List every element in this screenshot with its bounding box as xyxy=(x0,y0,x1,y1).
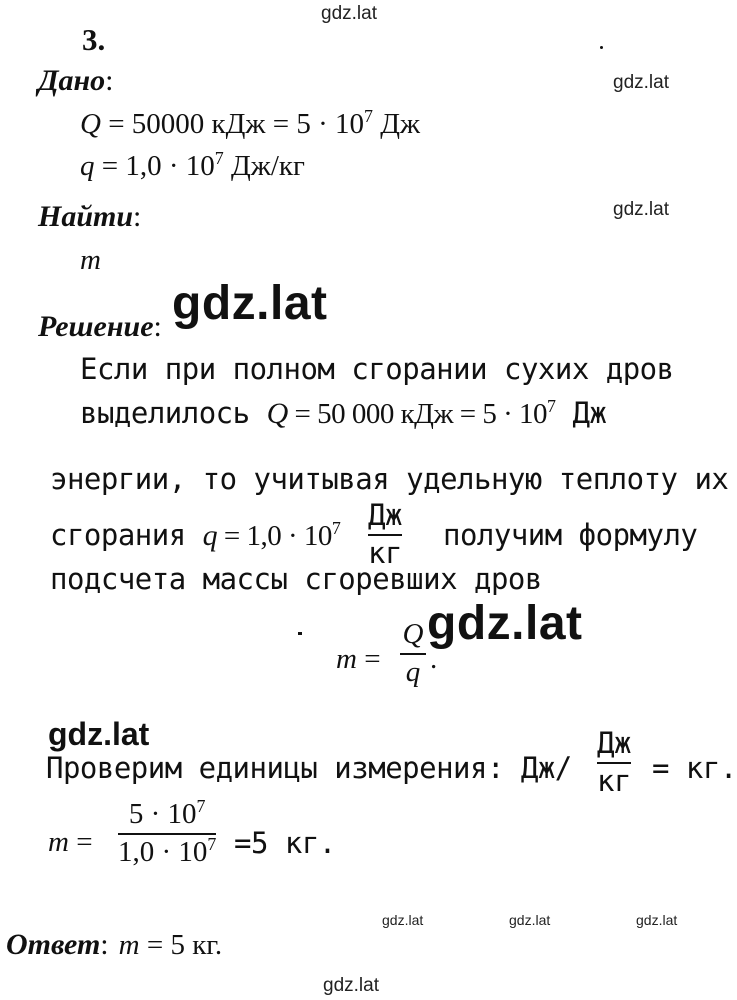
watermark-big-1: gdz.lat xyxy=(172,277,328,330)
calc-numerator: $5 \cdot 10^7$ xyxy=(128,795,206,830)
solution-line-4: сгорания $q = 1,0 \cdot 10^7$ xyxy=(50,517,341,552)
formula-fraction xyxy=(400,619,426,689)
solution-line-4-end: получим формулу xyxy=(443,518,698,552)
watermark-right-2: gdz.lat xyxy=(613,199,669,220)
watermark-mid: gdz.lat xyxy=(48,716,150,752)
answer-line: Ответ: m = 5 кг. xyxy=(6,928,223,961)
solution-line-2: выделилось Q = 50 000 кДж = $5 \cdot 10^7$ Дж xyxy=(80,395,607,430)
formula-denominator: q xyxy=(405,655,421,688)
answer-variable: m xyxy=(118,929,140,961)
calc-denominator: $1,0 \cdot 10^7$ xyxy=(118,833,217,868)
answer-heading: Ответ xyxy=(6,928,101,961)
fraction-bar xyxy=(400,653,426,655)
watermark-right-1: gdz.lat xyxy=(613,72,669,93)
watermark-bottom-3: gdz.lat xyxy=(636,912,678,928)
answer-value: = 5 кг. xyxy=(139,929,223,961)
units-check-text: Проверим единицы измерения: Дж/ xyxy=(46,751,572,785)
speck-mark xyxy=(600,46,603,49)
formula-numerator: Q xyxy=(402,618,424,650)
solution-line-1: Если при полном сгорании сухих дров xyxy=(80,352,674,386)
solution-line-5: подсчета массы сгоревших дров xyxy=(50,562,542,596)
calc-lhs: m = xyxy=(48,826,93,858)
calc-result: =5 кг. xyxy=(234,826,336,860)
problem-number: 3. xyxy=(82,22,106,57)
fraction-bar xyxy=(118,833,216,835)
fraction-denominator: кг xyxy=(368,535,402,570)
speck-mark xyxy=(298,632,302,635)
unit-fraction-j-per-kg xyxy=(368,500,402,570)
units-check-result: = кг. xyxy=(652,751,737,785)
formula-dot: . xyxy=(430,643,438,675)
units-check-fraction xyxy=(597,728,631,798)
given-line-2: $q = 1,0 \cdot 10^7$ Дж/кг xyxy=(80,147,305,182)
watermark-bottom-2: gdz.lat xyxy=(509,912,551,928)
calc-fraction xyxy=(118,795,217,869)
solution-heading: Решение: xyxy=(38,310,162,343)
watermark-top: gdz.lat xyxy=(321,3,377,24)
watermark-bottom-1: gdz.lat xyxy=(382,912,424,928)
given-heading: Дано: xyxy=(38,64,114,97)
formula-lhs: m = xyxy=(336,643,381,675)
solution-line-3: энергии, то учитывая удельную теплоту их xyxy=(50,462,729,496)
fraction-numerator: Дж xyxy=(368,498,402,532)
watermark-big-2: gdz.lat xyxy=(427,597,583,650)
find-heading: Найти: xyxy=(38,200,142,233)
find-variable: m xyxy=(80,244,101,276)
fraction-numerator: Дж xyxy=(597,726,631,760)
watermark-footer: gdz.lat xyxy=(323,975,379,996)
given-line-1: Q = 50000 кДж = $5 \cdot 10^7$ Дж xyxy=(80,105,421,140)
fraction-denominator: кг xyxy=(597,763,631,798)
